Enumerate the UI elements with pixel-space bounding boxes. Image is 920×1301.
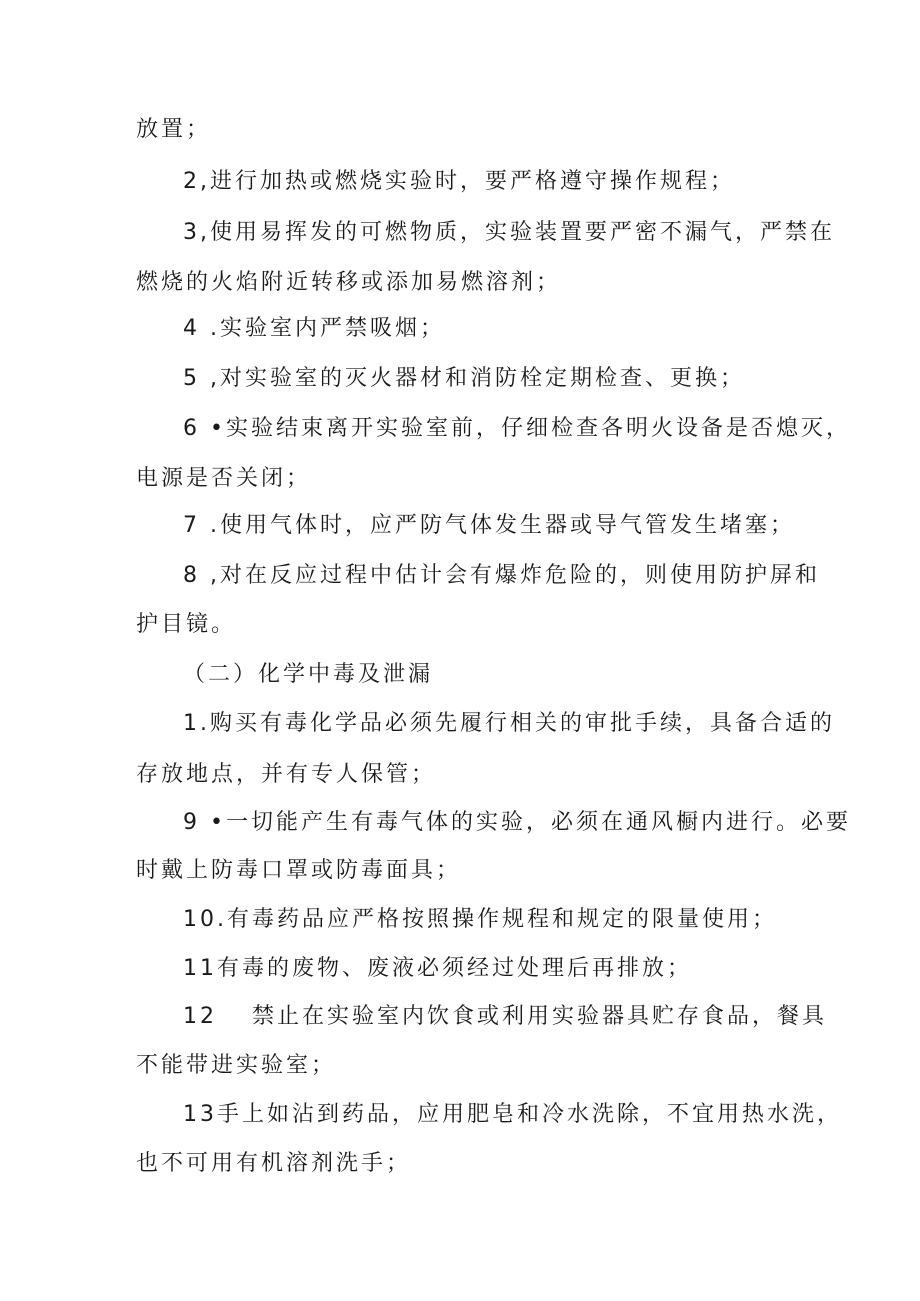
section-heading: （二）化学中毒及泄漏 (183, 662, 434, 687)
list-item-1: 1.购买有毒化学品必须先履行相关的审批手续，具备合适的 (183, 711, 835, 736)
text-line: 放置； (136, 117, 212, 142)
list-item-11: 11有毒的废物、废液必须经过处理后再排放； (183, 956, 692, 981)
list-item-2: 2,进行加热或燃烧实验时，要严格遵守操作规程； (183, 169, 735, 194)
text-line: 护目镜。 (136, 612, 237, 637)
list-item-4: 4 .实验室内严禁吸烟； (183, 316, 445, 341)
text-line: 时戴上防毒口罩或防毒面具； (136, 858, 462, 883)
list-item-13: 13手上如沾到药品，应用肥皂和冷水洗除，不宜用热水洗， (183, 1102, 842, 1127)
list-item-9: 9 •一切能产生有毒气体的实验，必须在通风橱内进行。必要 (183, 810, 851, 835)
list-item-8: 8 ,对在反应过程中估计会有爆炸危险的，则使用防护屏和 (183, 563, 820, 588)
list-item-12: 12 禁止在实验室内饮食或利用实验器具贮存食品，餐具 (183, 1004, 827, 1029)
list-item-6: 6 •实验结束离开实验室前，仔细检查各明火设备是否熄灭， (183, 416, 851, 441)
list-item-3: 3,使用易挥发的可燃物质，实验装置要严密不漏气，严禁在 (183, 220, 835, 245)
list-item-7: 7 .使用气体时，应严防气体发生器或导气管发生堵塞； (183, 513, 795, 538)
text-line: 也不可用有机溶剂洗手； (136, 1151, 412, 1176)
list-item-5: 5 ,对实验室的灭火器材和消防栓定期检查、更换； (183, 366, 745, 391)
text-line: 存放地点，并有专人保管； (136, 762, 437, 787)
text-line: 不能带进实验室； (136, 1053, 337, 1078)
list-item-10: 10.有毒药品应严格按照操作规程和规定的限量使用； (183, 907, 777, 932)
text-line: 燃烧的火焰附近转移或添加易燃溶剂； (136, 270, 562, 295)
text-line: 电源是否关闭； (136, 466, 312, 491)
